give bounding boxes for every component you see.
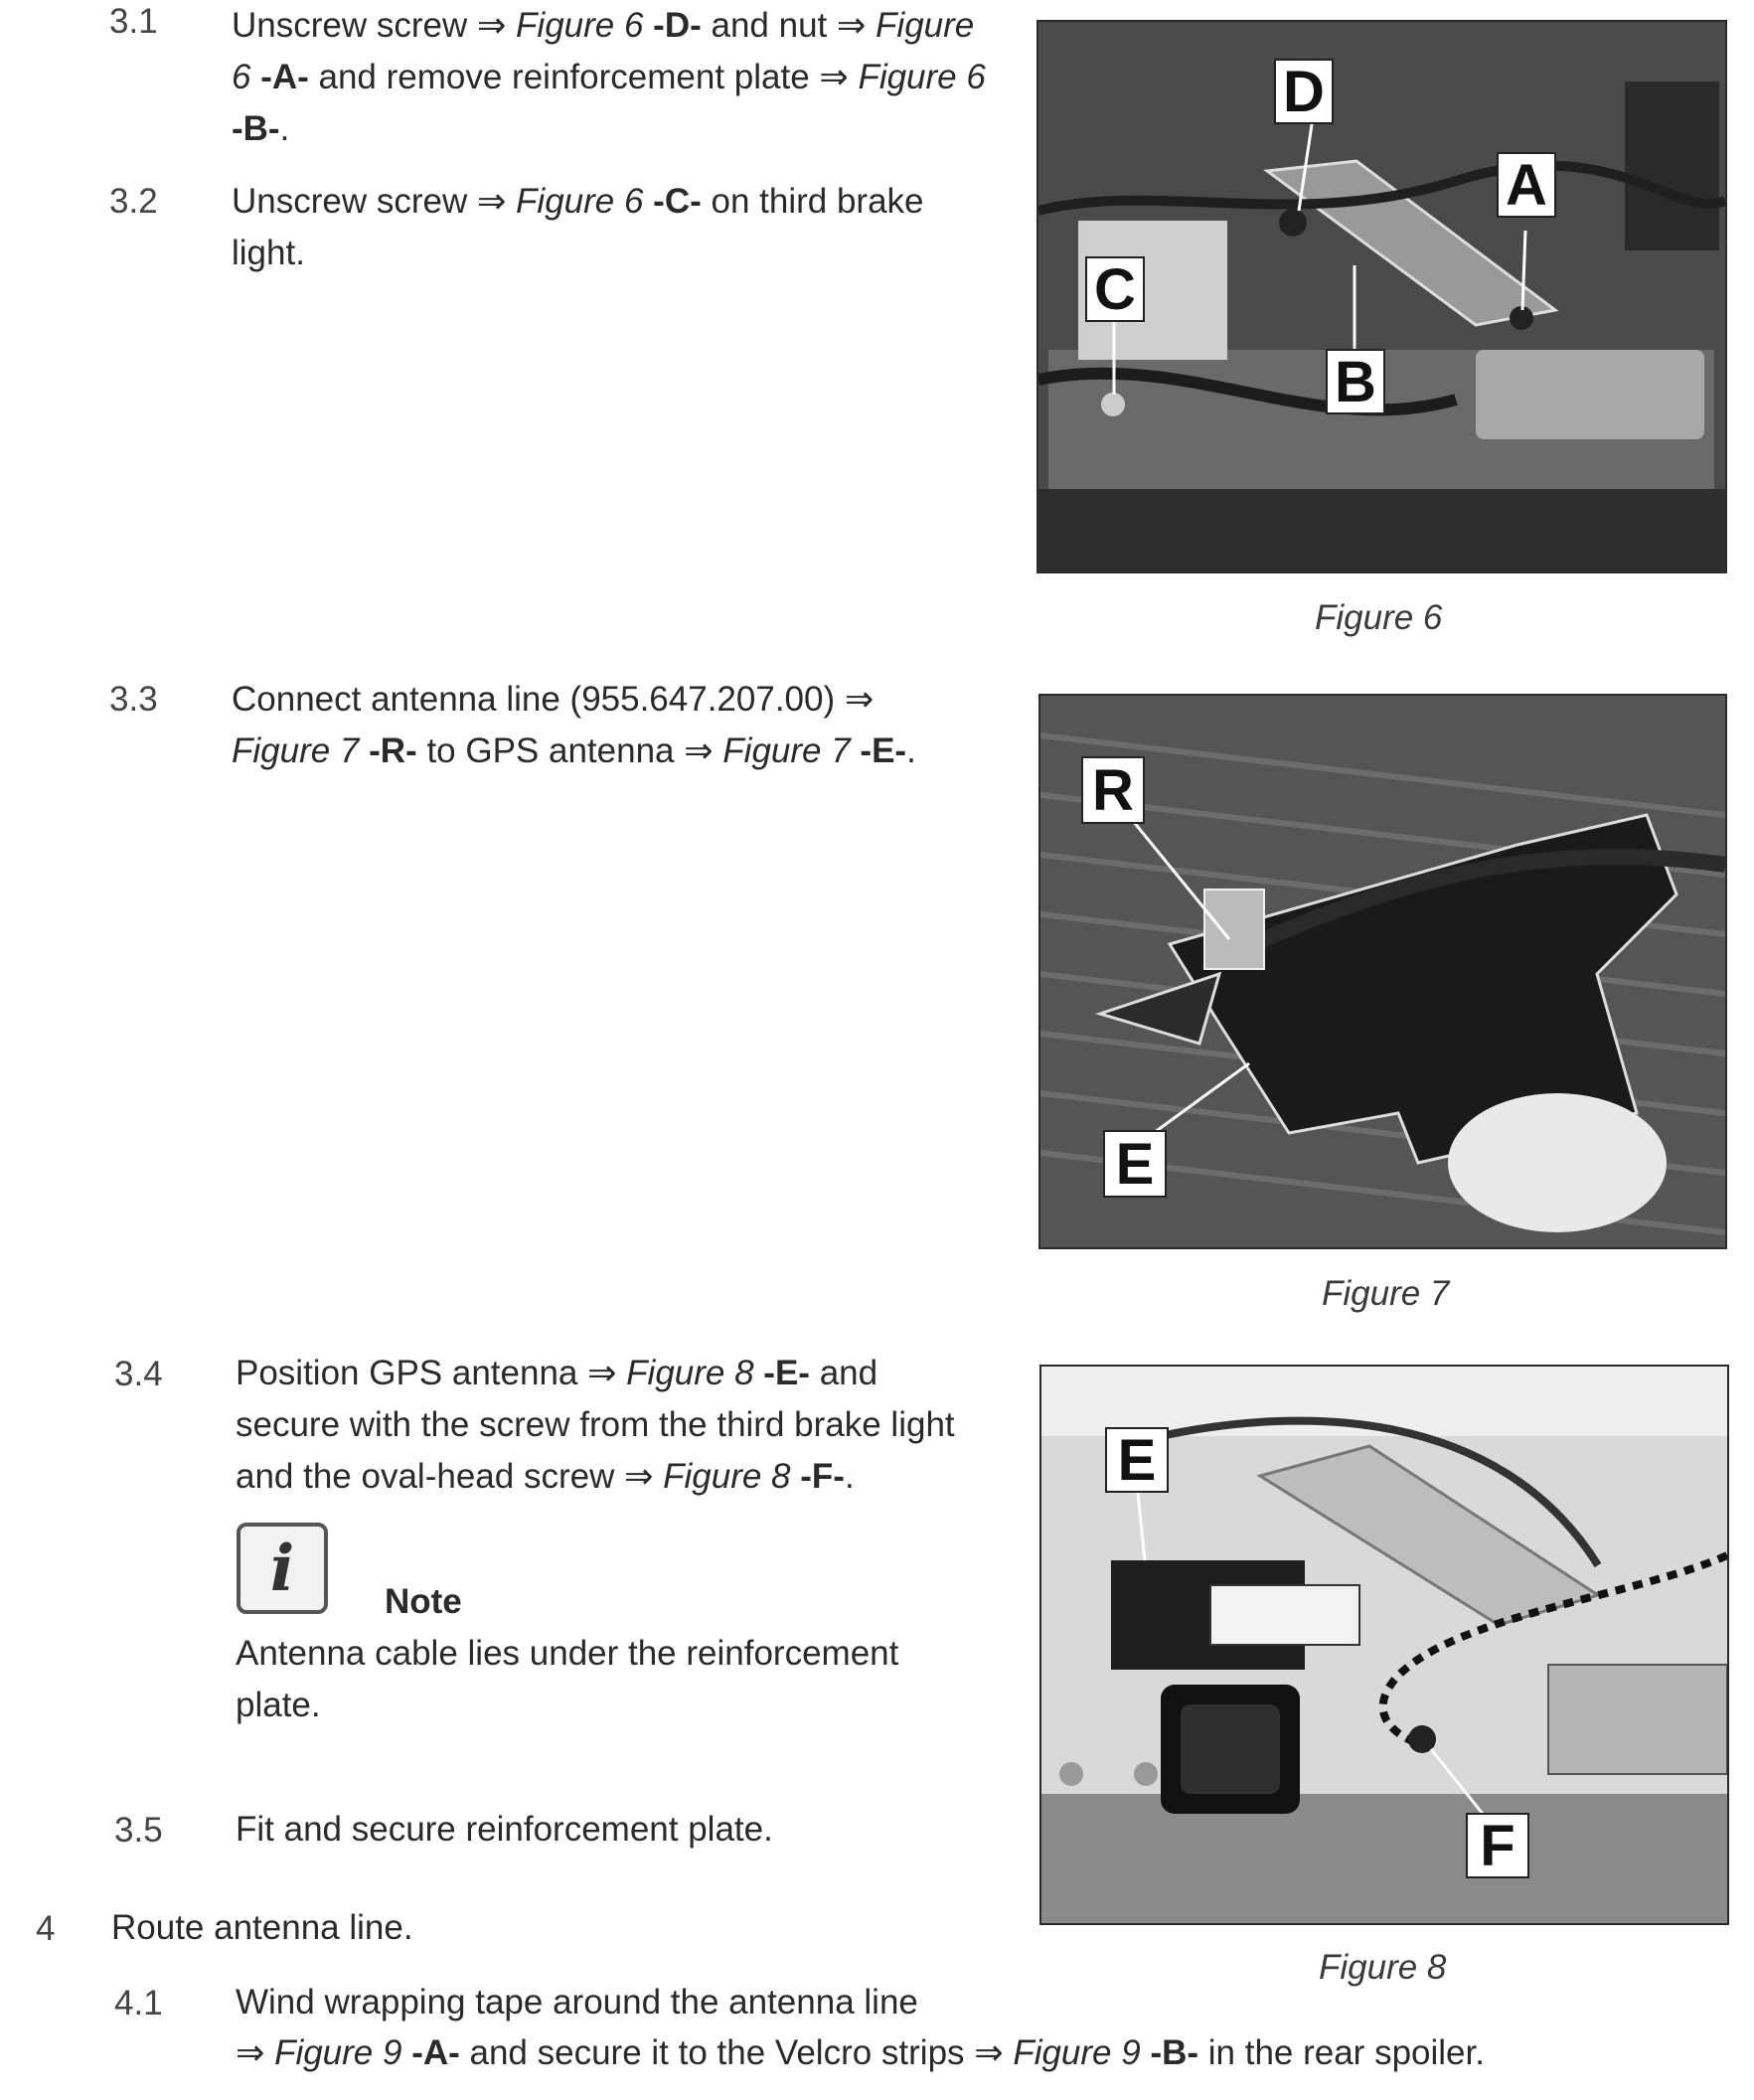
step-text	[236, 1804, 991, 1856]
step-number: 3.2	[109, 182, 158, 221]
figure-reference: Figure 9	[274, 2033, 402, 2072]
figure-label: C	[1094, 257, 1136, 322]
text-run: and remove reinforcement plate ⇒	[308, 58, 859, 96]
figure-reference: Figure 7	[722, 731, 851, 770]
text-run: Position GPS antenna ⇒	[236, 1354, 627, 1392]
item-label: -F-	[790, 1457, 845, 1496]
item-label: -E-	[753, 1354, 810, 1392]
figure-label: R	[1092, 758, 1134, 823]
figure-reference: Figure 6	[232, 6, 975, 96]
step-text	[232, 674, 917, 777]
figure-label: E	[1115, 1132, 1155, 1197]
note-title: Note	[385, 1582, 462, 1621]
figure-reference: Figure 6	[858, 58, 986, 96]
figure-reference: Figure 9	[1013, 2033, 1141, 2072]
step-number: 3.1	[109, 2, 158, 41]
text-run: and secure it to the Velcro strips ⇒	[459, 2033, 1014, 2072]
step-text	[232, 0, 987, 155]
item-label: -E-	[850, 731, 907, 770]
figure-caption: Figure 6	[1315, 598, 1443, 637]
text-run: in the rear spoiler.	[1198, 2033, 1485, 2072]
figure-8-photo	[1039, 1365, 1729, 1925]
text-run: Unscrew screw ⇒	[232, 182, 517, 221]
step-number: 3.4	[114, 1355, 163, 1393]
text-run: .	[279, 109, 290, 148]
text-run: Fit and secure reinforcement plate.	[236, 1810, 773, 1849]
note-text: Antenna cable lies under the reinforcement plate.	[236, 1634, 899, 1724]
text-run: and nut ⇒	[701, 6, 877, 45]
info-icon: i	[237, 1523, 328, 1614]
figure-label: E	[1117, 1428, 1157, 1493]
figure-7-photo	[1038, 694, 1727, 1249]
figure-reference: Figure 6	[516, 182, 644, 221]
item-label: -A-	[401, 2033, 460, 2072]
text-run: Unscrew screw ⇒	[232, 6, 517, 45]
figure-label: F	[1480, 1814, 1515, 1878]
text-run: ⇒	[236, 2033, 275, 2072]
text-run: Wind wrapping tape around the antenna line	[236, 1983, 918, 2021]
step-text	[111, 1902, 807, 1954]
text-run: .	[844, 1457, 855, 1496]
item-label: -C-	[643, 182, 702, 221]
step-number: 3.5	[114, 1811, 163, 1850]
item-label: -A-	[250, 58, 309, 96]
figure-reference: Figure 8	[663, 1457, 791, 1496]
figure-6-photo	[1036, 20, 1727, 573]
text-run: on third brake light.	[232, 182, 924, 272]
text-run: Route antenna line.	[111, 1908, 413, 1947]
figure-reference: Figure 6	[516, 6, 644, 45]
figure-caption: Figure 7	[1322, 1274, 1450, 1313]
step-number: 4	[36, 1909, 56, 1948]
figure-label: B	[1335, 350, 1376, 414]
item-label: -B-	[232, 109, 280, 148]
item-label: -D-	[643, 6, 702, 45]
text-run: .	[906, 731, 916, 770]
figure-reference: Figure 8	[626, 1354, 754, 1392]
step-text	[236, 2027, 1627, 2079]
figure-reference: Figure 7	[232, 731, 360, 770]
step-text	[232, 176, 987, 279]
figure-label: A	[1506, 153, 1547, 218]
text-run: to GPS antenna ⇒	[416, 731, 723, 770]
text-run: and secure with the screw from the third brake light and the oval-head screw ⇒	[236, 1354, 955, 1496]
step-text	[236, 1977, 1050, 2028]
item-label: -B-	[1140, 2033, 1199, 2072]
step-number: 4.1	[114, 1984, 163, 2022]
text-run: Connect antenna line (955.647.207.00) ⇒	[232, 680, 875, 719]
step-text	[236, 1348, 991, 1503]
figure-label: D	[1283, 60, 1325, 124]
step-number: 3.3	[109, 680, 158, 719]
item-label: -R-	[359, 731, 417, 770]
figure-caption: Figure 8	[1319, 1948, 1447, 1987]
